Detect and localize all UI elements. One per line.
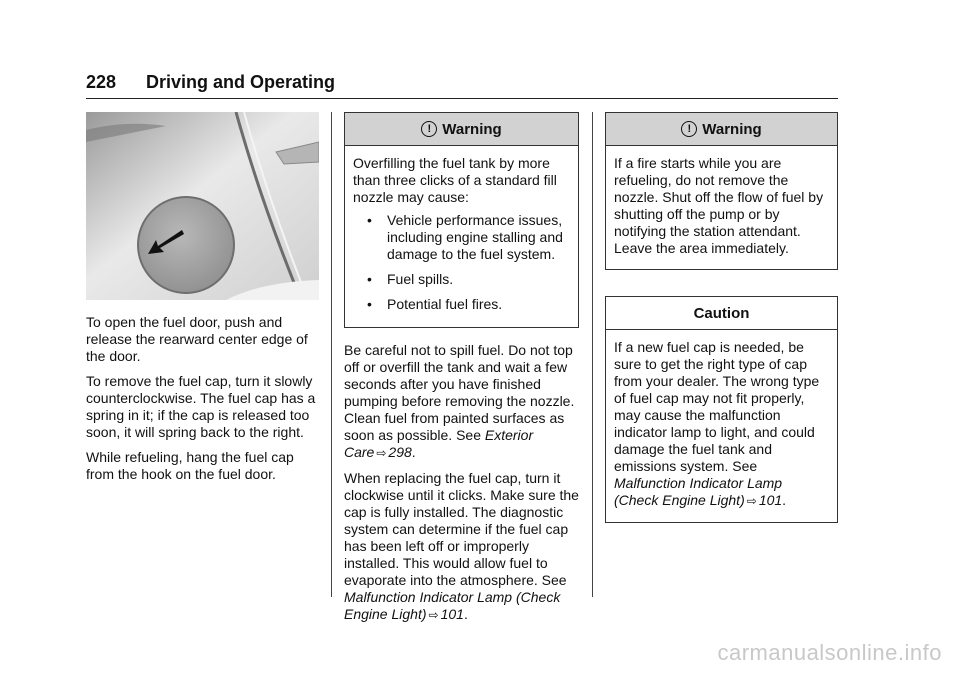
paragraph: While refueling, hang the fuel cap from the hook on the fuel door.: [86, 449, 294, 482]
list-item: • Fuel spills.: [353, 271, 570, 288]
paragraph: To open the fuel door, push and release the rearward center edge of the door.: [86, 314, 308, 364]
caution-header: [606, 297, 837, 330]
watermark-text: carmanualsonline.info: [717, 640, 942, 665]
warning-title: Warning: [702, 120, 762, 138]
page-ref-arrow-icon: ⇨: [428, 608, 439, 622]
warning-intro: Overfilling the fuel tank by more than three clicks of a standard fill nozzle may cause:: [353, 155, 557, 205]
list-item: • Potential fuel fires.: [353, 296, 570, 313]
paragraph-text: Be careful not to spill fuel. Do not top off or overfill the tank and wait a few seconds after you have finished pumping before removing the nozzle. Clean fuel from painted surfaces as soon as possible. See: [344, 342, 575, 443]
page-header: [86, 70, 838, 99]
warning-header: [345, 113, 578, 146]
paragraph: When replacing the fuel cap, turn it clockwise until it clicks. Make sure the cap is fully installed. The diagnostic system can determine if the fuel cap has been left off or improperly installed. This would allow fuel to evaporate into the atmosphere. See Malfunction Indicator Lamp (Check Engine Light) ⇨ 101.: [344, 470, 579, 622]
warning-list: [353, 212, 570, 313]
list-item: • Vehicle performance issues, including engine stalling and damage to the fuel system.: [353, 212, 570, 263]
column-1: [86, 112, 319, 491]
cross-reference-link[interactable]: [614, 475, 782, 508]
warning-header: [606, 113, 837, 146]
warning-icon: !: [421, 121, 437, 137]
warning-box: [344, 112, 579, 328]
reference-title: Exterior Care: [344, 427, 534, 460]
caution-title: Caution: [693, 304, 750, 322]
reference-title: Malfunction Indicator Lamp (Check Engine Light): [344, 589, 561, 622]
column-divider: [331, 112, 332, 597]
column-3: [605, 112, 838, 523]
page-ref-arrow-icon: ⇨: [746, 494, 757, 508]
warning-title: Warning: [442, 120, 502, 138]
warning-body: [345, 146, 578, 327]
page-number: 228: [86, 72, 117, 92]
paragraph-text: If a new fuel cap is needed, be sure to get the right type of cap from your dealer. The wrong type of fuel cap may not fit properly, may cause the malfunction indicator lamp to light, and could damage the fuel tank and emissions system. See: [614, 339, 820, 474]
reference-page: 298: [388, 444, 412, 460]
page-ref-arrow-icon: ⇨: [376, 446, 387, 460]
reference-page: 101: [758, 492, 783, 508]
warning-icon: !: [681, 121, 697, 137]
reference-title: Malfunction Indicator Lamp (Check Engine Light): [614, 475, 783, 508]
caution-text: If a new fuel cap is needed, be sure to get the right type of cap from your dealer. The wrong type of fuel cap may not fit properly, may cause the malfunction indicator lamp to light, and could damage the fuel tank and emissions system. See Malfunction Indicator Lamp (Check Engine Light) ⇨ 101.: [614, 339, 820, 508]
paragraph: To remove the fuel cap, turn it slowly counterclockwise. The fuel cap has a spring in it; if the cap is released too soon, it will spring back to the right.: [86, 373, 316, 440]
paragraph: Be careful not to spill fuel. Do not top off or overfill the tank and wait a few seconds after you have finished pumping before removing the nozzle. Clean fuel from painted surfaces as soon as possible. See Exterior Care ⇨ 298.: [344, 342, 575, 460]
fuel-door-photo: [86, 112, 319, 300]
warning-text: If a fire starts while you are refueling, do not remove the nozzle. Shut off the flow of fuel by shutting off the pump or by notifying the station attendant. Leave the area immediately.: [614, 155, 824, 256]
warning-body: [606, 146, 837, 269]
warning-box: [605, 112, 838, 270]
column-2: [344, 112, 579, 632]
section-title: Driving and Operating: [146, 72, 336, 92]
cross-reference-link[interactable]: [344, 589, 560, 622]
reference-page: 101: [440, 606, 464, 622]
paragraph-text: When replacing the fuel cap, turn it clockwise until it clicks. Make sure the cap is fully installed. The diagnostic system can determine if the fuel cap has been left off or improperly installed. This would allow fuel to evaporate into the atmosphere. See: [344, 470, 579, 588]
caution-box: [605, 296, 838, 523]
caution-body: [606, 330, 837, 522]
column-divider: [592, 112, 593, 597]
